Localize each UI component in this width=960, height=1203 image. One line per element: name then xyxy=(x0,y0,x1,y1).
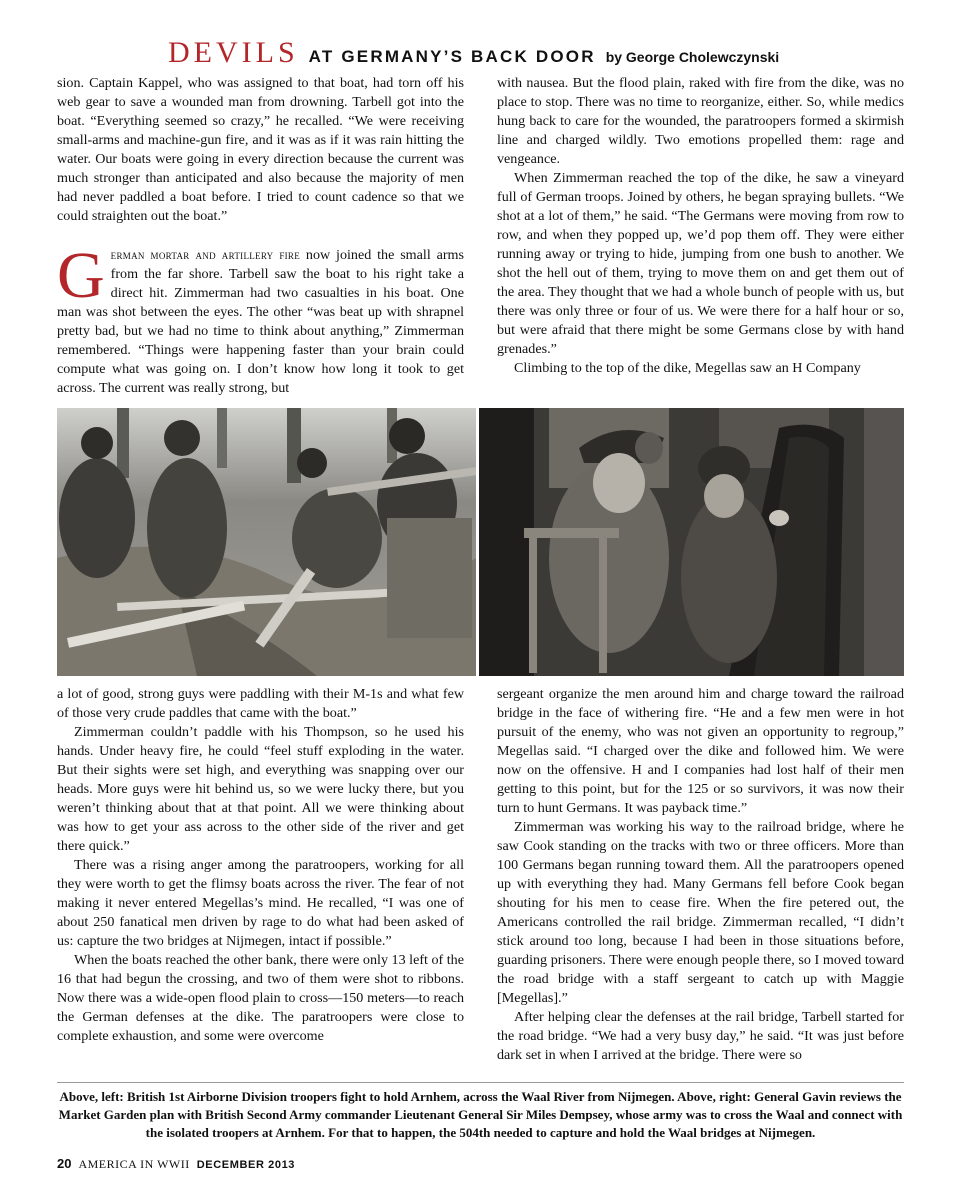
paragraph: After helping clear the defenses at the rail bridge, Tarbell started for the road bridge. “We had a very busy day,” he said. “It was just before dark set in when I arrived at the bridge. There were so xyxy=(497,1009,904,1063)
paragraph-text: now joined the small arms from the far shore. Tarbell saw the boat to his right take a direct hit. Zimmerman had two casualties in his boat. One man was shot between the eyes. The other “was beat up with shrapnel pretty bad, but we had no time to think about anything,” Zimmerman remembered. “Things were happening faster than your brain could compute what was going on. I don’t know how long it took to get across. The current was really strong, but xyxy=(57,247,464,396)
paragraph: with nausea. But the flood plain, raked with fire from the dike, was no place to stop. There was no time to reorganize, either. So, while medics hung back to care for the wounded, the paratroopers formed a skirmish line and charged wildly. Two emotions propelled them: rage and vengeance. xyxy=(497,75,904,167)
title-devils: DEVILS xyxy=(168,36,299,69)
paragraph: When the boats reached the other bank, there were only 13 left of the 16 that had begun the crossing, and two of them were shot to ribbons. Now there was a wide-open flood plain to cross—150 meters—to reach the German defenses at the dike. The paratroopers were close to complete exhaustion, and some were overcome xyxy=(57,952,464,1044)
column-4 xyxy=(497,685,904,1065)
photo-left-illustration xyxy=(57,408,476,676)
caption-divider xyxy=(57,1082,904,1083)
magazine-name: AMERICA IN WWII xyxy=(78,1157,190,1171)
paragraph: Climbing to the top of the dike, Megellas saw an H Company xyxy=(514,360,861,376)
paragraph-dropcap xyxy=(57,239,464,398)
photo-right-illustration xyxy=(479,408,904,676)
article-header xyxy=(168,36,928,70)
paragraph: Zimmerman couldn’t paddle with his Thompson, so he used his hands. Under heavy fire, he could “feel stuff exploding in the water. But their sights were set high, and everything was snapping over our heads. More guys were hit behind us, so we were lucky there, but you weren’t thinking about that at that point. All we were thinking about was how to get your ass across to the other side of the river and get there quick.” xyxy=(57,724,464,854)
paragraph: When Zimmerman reached the top of the dike, he saw a vineyard full of German troops. Joined by others, he began spraying bullets. “We shot at a lot of them,” he said. “The Germans were moving from row to row, and when they popped up, we’d pop them off. They were either running away or trying to hide, jumping from one bush to another. We shot the hell out of them, trying to move them on and get them out of the area. They thought that we had a whole bunch of people with us, but there was only three or four of us. We were there for a half hour or so, but were afraid that there might be some Germans close by with hand grenades.” xyxy=(497,170,904,357)
paragraph: sion. Captain Kappel, who was assigned to that boat, had torn off his web gear to save a wounded man from drowning. Tarbell got into the boat. “Everything seemed so crazy,” he recalled. “We were receiving small-arms and machine-gun fire, and it was as if it was rain hitting the water. Our boats were going in every direction because the current was much stronger than anticipated and also because the majority of men had never paddled a boat before. I tried to count cadence so that we could straighten out the boat.” xyxy=(57,75,464,224)
column-3 xyxy=(57,685,464,1046)
paragraph: Zimmerman was working his way to the railroad bridge, where he saw Cook standing on the tracks with two or three officers. More than 100 Germans began running toward them. All the paratroopers opened up with everything they had. Many Germans fell before Cook began shouting for his men to cease fire. When the fire petered out, the Americans controlled the rail bridge. Zimmerman recalled, “I didn’t stick around too long, because I had been in those situations before, guarding prisoners. There were enough people there, so I moved toward the road bridge with a staff sergeant to catch up with Maggie [Megellas].” xyxy=(497,819,904,1006)
photo-gavin-dempsey-map xyxy=(479,408,904,676)
column-1 xyxy=(57,74,464,398)
byline: by George Cholewczynski xyxy=(605,49,780,65)
paragraph: a lot of good, strong guys were paddling with their M-1s and what few of those very crude paddles that came with the boat.” xyxy=(57,686,464,721)
photo-caption: Above, left: British 1st Airborne Division troopers fight to hold Arnhem, across the Waal River from Nijmegen. Above, right: General Gavin reviews the Market Garden plan with British Second Army commander Lieutenant General Sir Miles Dempsey, whose army was to cross the Waal and connect with the isolated troopers at Arnhem. For that to happen, the 504th needed to capture and hold the Waal bridges at Nijmegen. xyxy=(58,1089,903,1140)
drop-cap: G xyxy=(57,239,105,312)
page-footer xyxy=(57,1156,295,1172)
title-rest: AT GERMANY’S BACK DOOR xyxy=(308,47,596,66)
issue-date: DECEMBER 2013 xyxy=(196,1159,296,1171)
lead-in-smallcaps: erman mortar and artillery fire xyxy=(110,247,301,262)
photo-british-troopers-arnhem xyxy=(57,408,476,676)
column-2 xyxy=(497,74,904,378)
paragraph: There was a rising anger among the paratroopers, working for all they were worth to get the flimsy boats across the river. The fear of not making it never entered Megellas’s mind. He recalled, “I was one of about 250 fanatical men driven by rage to do what had been asked of us: capture the two bridges at Nijmegen, intact if possible.” xyxy=(57,857,464,949)
paragraph: sergeant organize the men around him and charge toward the railroad bridge in the face of withering fire. “He and a few men were in hot pursuit of the enemy, who was not given an opportunity to regroup,” Megellas said. “I charged over the dike and followed him. We were now on the offensive. H and I companies had lost half of their men getting to this point, but for the 125 or so survivors, it was now their turn to hunt Germans. It was payback time.” xyxy=(497,686,904,816)
page-number: 20 xyxy=(57,1156,72,1171)
